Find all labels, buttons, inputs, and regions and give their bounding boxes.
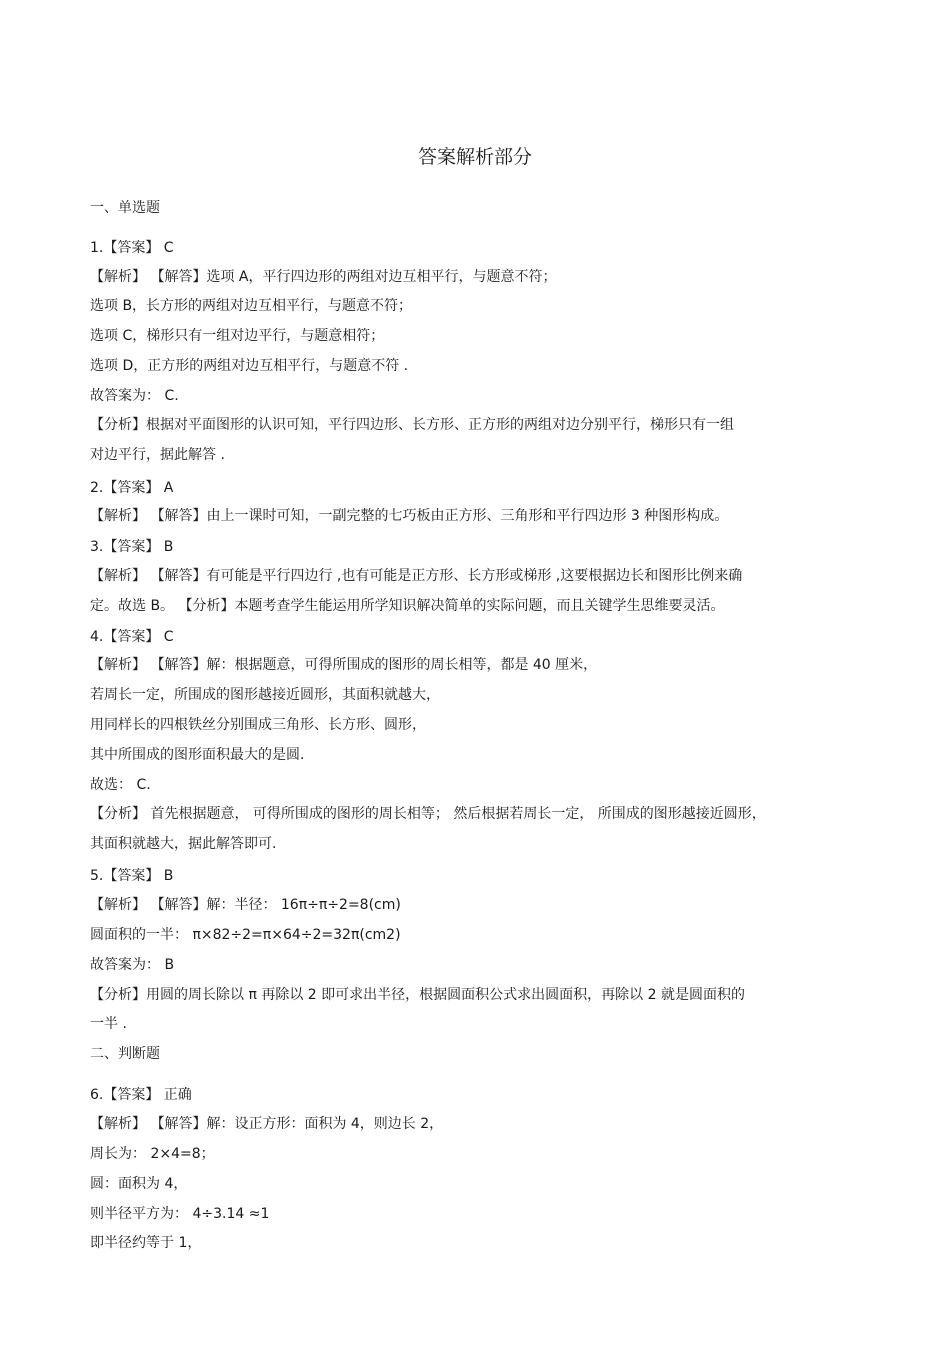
q1-conclusion: 故答案为： C. xyxy=(90,388,179,404)
q3-answer: 3.【答案】 B xyxy=(90,539,174,555)
q1-analysis-line: 选项 B，长方形的两组对边互相平行，与题意不符； xyxy=(90,298,413,314)
section-heading-single-choice: 一、单选题 xyxy=(90,200,160,216)
q4-analysis-line: 其中所围成的图形面积最大的是圆. xyxy=(90,747,305,763)
q4-analysis-line: 若周长一定，所围成的图形越接近圆形，其面积就越大， xyxy=(90,687,440,703)
q2-analysis-line: 【解析】 【解答】由上一课时可知，一副完整的七巧板由正方形、三角形和平行四边形 3 种图形构成。 xyxy=(90,508,729,524)
q4-explanation-line: 其面积就越大，据此解答即可. xyxy=(90,836,277,852)
q4-answer: 4.【答案】 C xyxy=(90,629,174,645)
q4-analysis-line: 【解析】 【解答】解：根据题意，可得所围成的图形的周长相等，都是 40 厘米， xyxy=(90,657,598,673)
q1-analysis-line: 选项 C，梯形只有一组对边平行，与题意相符； xyxy=(90,328,385,344)
q4-explanation-line: 【分析】 首先根据题意， 可得所围成的图形的周长相等； 然后根据若周长一定， 所围成的图形越接近圆形， xyxy=(90,806,766,822)
q5-analysis-line: 【解析】 【解答】解：半径： 16π÷π÷2=8(cm) xyxy=(90,897,401,913)
q1-explanation-line: 【分析】根据对平面图形的认识可知，平行四边形、长方形、正方形的两组对边分别平行，梯形只有一组 xyxy=(90,417,734,433)
page-title: 答案解析部分 xyxy=(417,146,532,168)
q1-analysis-line: 【解析】 【解答】选项 A，平行四边形的两组对边互相平行，与题意不符； xyxy=(90,269,557,285)
q5-conclusion: 故答案为： B xyxy=(90,957,175,973)
q1-explanation-line: 对边平行，据此解答 . xyxy=(90,447,225,463)
q2-answer: 2.【答案】 A xyxy=(90,480,174,496)
q6-answer: 6.【答案】 正确 xyxy=(90,1087,192,1103)
q6-analysis-line: 【解析】 【解答】解：设正方形：面积为 4，则边长 2， xyxy=(90,1116,444,1132)
q5-explanation-line: 【分析】用圆的周长除以 π 再除以 2 即可求出半径，根据圆面积公式求出圆面积，再除以 2 就是圆面积的 xyxy=(90,987,745,1003)
q4-conclusion: 故选： C. xyxy=(90,777,151,793)
q4-analysis-line: 用同样长的四根铁丝分别围成三角形、长方形、圆形， xyxy=(90,717,426,733)
q6-analysis-line: 周长为： 2×4=8； xyxy=(90,1146,215,1162)
section-heading-true-false: 二、判断题 xyxy=(90,1046,160,1062)
q5-answer: 5.【答案】 B xyxy=(90,868,174,884)
q6-analysis-line: 则半径平方为： 4÷3.14 ≈1 xyxy=(90,1206,270,1222)
q3-analysis-line: 【解析】 【解答】有可能是平行四边行 ,也有可能是正方形、长方形或梯形 ,这要根据边长和图形比例来确 xyxy=(90,568,743,584)
q6-analysis-line: 圆：面积为 4， xyxy=(90,1176,188,1192)
q1-answer: 1.【答案】 C xyxy=(90,240,174,256)
q6-analysis-line: 即半径约等于 1， xyxy=(90,1235,202,1251)
q1-analysis-line: 选项 D，正方形的两组对边互相平行，与题意不符 . xyxy=(90,358,409,374)
q5-explanation-line: 一半 . xyxy=(90,1016,127,1032)
q5-analysis-line: 圆面积的一半： π×82÷2=π×64÷2=32π(cm2) xyxy=(90,927,401,943)
q3-analysis-line: 定。故选 B。 【分析】本题考查学生能运用所学知识解决简单的实际问题，而且关键学生思维要灵活。 xyxy=(90,598,725,614)
